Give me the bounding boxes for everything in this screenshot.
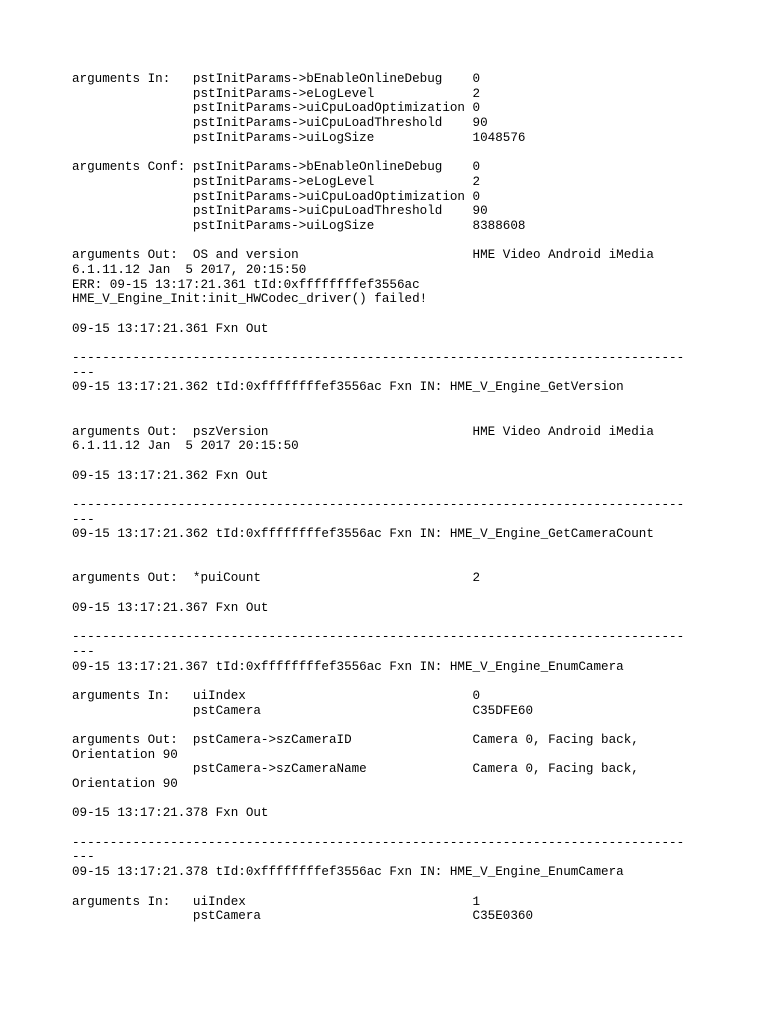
log-line: arguments Out: pstCamera->szCameraID Camera 0, Facing back, bbox=[72, 732, 639, 747]
log-line: 09-15 13:17:21.362 Fxn Out bbox=[72, 468, 269, 483]
blank-line bbox=[72, 586, 684, 601]
log-line: pstCamera->szCameraName Camera 0, Facing back, bbox=[72, 762, 639, 777]
log-line: Orientation 90 bbox=[72, 747, 178, 762]
log-line: --------------------------------------------------------------------------------- bbox=[72, 630, 685, 645]
log-line: pstInitParams->uiCpuLoadOptimization 0 bbox=[72, 101, 481, 116]
log-line: arguments In: uiIndex 0 bbox=[72, 688, 481, 703]
log-line: pstInitParams->eLogLevel 2 bbox=[72, 86, 481, 101]
log-line: --- bbox=[72, 512, 95, 527]
blank-line bbox=[72, 454, 684, 469]
log-line: pstInitParams->uiCpuLoadThreshold 90 bbox=[72, 116, 488, 131]
log-line: ERR: 09-15 13:17:21.361 tId:0xffffffffef3556ac bbox=[72, 277, 420, 292]
log-line: pstInitParams->uiCpuLoadOptimization 0 bbox=[72, 189, 481, 204]
blank-line bbox=[72, 674, 684, 689]
log-line: arguments In: pstInitParams->bEnableOnlineDebug 0 bbox=[72, 72, 481, 86]
blank-line bbox=[72, 410, 684, 425]
log-line: pstInitParams->eLogLevel 2 bbox=[72, 174, 481, 189]
log-line: 09-15 13:17:21.367 tId:0xffffffffef3556ac Fxn IN: HME_V_Engine_EnumCamera bbox=[72, 659, 624, 674]
blank-line bbox=[72, 615, 684, 630]
log-line: pstCamera C35DFE60 bbox=[72, 703, 534, 718]
log-line: 09-15 13:17:21.361 Fxn Out bbox=[72, 321, 269, 336]
log-line: HME_V_Engine_Init:init_HWCodec_driver() failed! bbox=[72, 292, 428, 307]
log-line: --- bbox=[72, 644, 95, 659]
log-line: arguments Out: pszVersion HME Video Android iMedia bbox=[72, 424, 654, 439]
blank-line bbox=[72, 542, 684, 557]
log-line: 09-15 13:17:21.367 Fxn Out bbox=[72, 600, 269, 615]
log-line: pstInitParams->uiCpuLoadThreshold 90 bbox=[72, 204, 488, 219]
log-text bbox=[72, 72, 684, 924]
log-line: --------------------------------------------------------------------------------- bbox=[72, 835, 685, 850]
log-line: 09-15 13:17:21.362 tId:0xffffffffef3556ac Fxn IN: HME_V_Engine_GetCameraCount bbox=[72, 527, 654, 542]
blank-line bbox=[72, 821, 684, 836]
blank-line bbox=[72, 792, 684, 807]
log-line: 09-15 13:17:21.362 tId:0xffffffffef3556ac Fxn IN: HME_V_Engine_GetVersion bbox=[72, 380, 624, 395]
log-line: arguments Out: *puiCount 2 bbox=[72, 571, 481, 586]
blank-line bbox=[72, 483, 684, 498]
log-line: --------------------------------------------------------------------------------- bbox=[72, 351, 685, 366]
log-line: arguments Out: OS and version HME Video Android iMedia bbox=[72, 248, 654, 263]
blank-line bbox=[72, 557, 684, 572]
log-line: arguments Conf: pstInitParams->bEnableOnlineDebug 0 bbox=[72, 160, 481, 175]
log-line: --------------------------------------------------------------------------------- bbox=[72, 497, 685, 512]
blank-line bbox=[72, 880, 684, 895]
blank-line bbox=[72, 307, 684, 322]
log-line: pstInitParams->uiLogSize 1048576 bbox=[72, 130, 526, 145]
log-line: --- bbox=[72, 850, 95, 865]
log-line: Orientation 90 bbox=[72, 777, 178, 791]
blank-line bbox=[72, 718, 684, 733]
log-line: 09-15 13:17:21.378 tId:0xffffffffef3556ac Fxn IN: HME_V_Engine_EnumCamera bbox=[72, 865, 624, 880]
log-line: arguments In: uiIndex 1 bbox=[72, 894, 481, 909]
blank-line bbox=[72, 234, 684, 249]
log-line: pstCamera C35E0360 bbox=[72, 909, 534, 924]
log-line: 6.1.11.12 Jan 5 2017, 20:15:50 bbox=[72, 262, 307, 277]
log-line: pstInitParams->uiLogSize 8388608 bbox=[72, 218, 526, 233]
log-line: 09-15 13:17:21.378 Fxn Out bbox=[72, 806, 269, 821]
blank-line bbox=[72, 395, 684, 410]
blank-line bbox=[72, 336, 684, 351]
log-line: --- bbox=[72, 365, 95, 380]
blank-line bbox=[72, 145, 684, 160]
log-line: 6.1.11.12 Jan 5 2017 20:15:50 bbox=[72, 439, 299, 454]
